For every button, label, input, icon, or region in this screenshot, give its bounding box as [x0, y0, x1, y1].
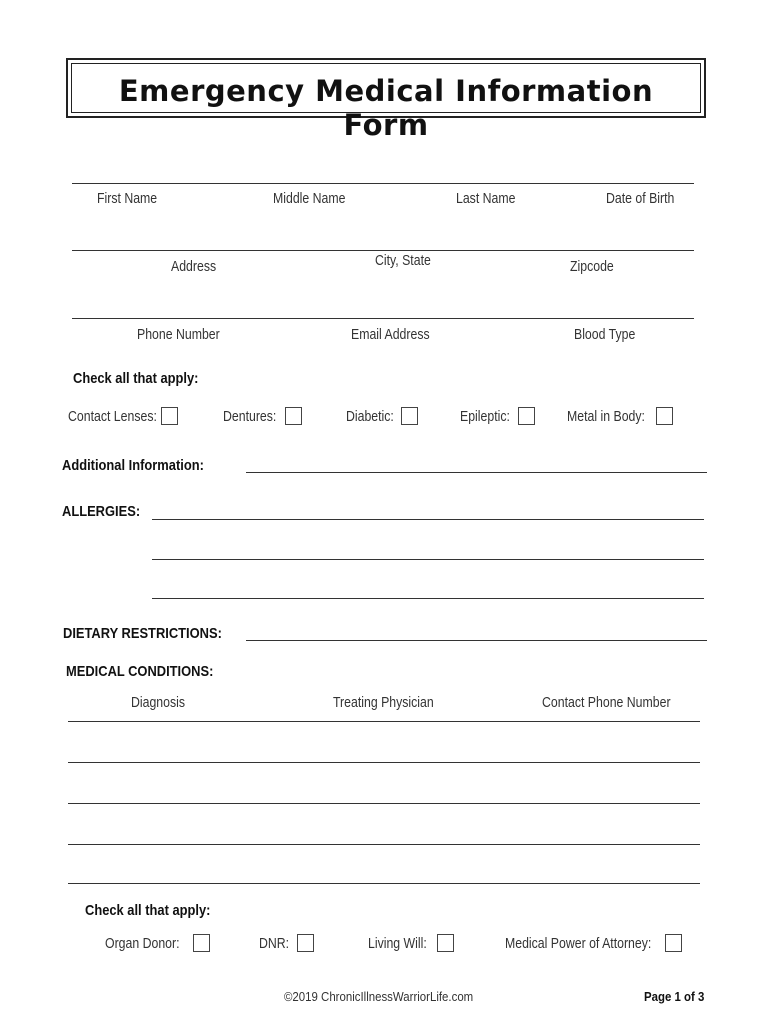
medical-poa-label: Medical Power of Attorney: — [505, 935, 652, 952]
physician-column-header: Treating Physician — [333, 694, 434, 711]
diagnosis-column-header: Diagnosis — [131, 694, 186, 711]
epileptic-checkbox[interactable] — [518, 407, 535, 425]
dietary-label: DIETARY RESTRICTIONS: — [63, 625, 222, 642]
last-name-label: Last Name — [456, 190, 516, 207]
page-title: Emergency Medical Information Form — [118, 74, 654, 142]
medical-line-2[interactable] — [68, 762, 700, 763]
organ-donor-label: Organ Donor: — [105, 935, 180, 952]
metal-in-body-label: Metal in Body: — [567, 408, 645, 425]
address-line[interactable] — [72, 250, 694, 251]
city-state-label: City, State — [375, 252, 431, 269]
additional-info-label: Additional Information: — [62, 457, 204, 474]
living-will-label: Living Will: — [368, 935, 427, 952]
dnr-label: DNR: — [259, 935, 290, 952]
page-number: Page 1 of 3 — [644, 989, 705, 1004]
metal-in-body-checkbox[interactable] — [656, 407, 673, 425]
allergies-line-1[interactable] — [152, 519, 704, 520]
title-inner-frame — [71, 63, 701, 142]
first-name-label: First Name — [97, 190, 158, 207]
living-will-checkbox[interactable] — [437, 934, 454, 952]
copyright-footer: ©2019 ChronicIllnessWarriorLife.com — [284, 989, 474, 1004]
medical-line-3[interactable] — [68, 803, 700, 804]
address-label: Address — [171, 258, 217, 275]
organ-donor-checkbox[interactable] — [193, 934, 210, 952]
dentures-checkbox[interactable] — [285, 407, 302, 425]
medical-poa-checkbox[interactable] — [665, 934, 682, 952]
name-line[interactable] — [72, 183, 694, 184]
contact-lenses-checkbox[interactable] — [161, 407, 178, 425]
dob-label: Date of Birth — [606, 190, 675, 207]
contact-phone-column-header: Contact Phone Number — [542, 694, 671, 711]
epileptic-label: Epileptic: — [460, 408, 510, 425]
medical-line-5[interactable] — [68, 883, 700, 884]
dietary-line[interactable] — [246, 640, 707, 641]
contact-line[interactable] — [72, 318, 694, 319]
title-frame — [66, 58, 706, 142]
medical-conditions-heading: MEDICAL CONDITIONS: — [66, 663, 214, 680]
check-heading-2: Check all that apply: — [85, 902, 211, 919]
diabetic-label: Diabetic: — [346, 408, 394, 425]
contact-lenses-label: Contact Lenses: — [68, 408, 157, 425]
check-heading-1: Check all that apply: — [73, 370, 199, 387]
diabetic-checkbox[interactable] — [401, 407, 418, 425]
zipcode-label: Zipcode — [570, 258, 614, 275]
additional-info-line[interactable] — [246, 472, 707, 473]
medical-line-4[interactable] — [68, 844, 700, 845]
middle-name-label: Middle Name — [273, 190, 346, 207]
dentures-label: Dentures: — [223, 408, 277, 425]
allergies-label: ALLERGIES: — [62, 503, 141, 520]
dnr-checkbox[interactable] — [297, 934, 314, 952]
blood-type-label: Blood Type — [574, 326, 636, 343]
medical-line-1[interactable] — [68, 721, 700, 722]
email-label: Email Address — [351, 326, 430, 343]
phone-label: Phone Number — [137, 326, 220, 343]
allergies-line-3[interactable] — [152, 598, 704, 599]
allergies-line-2[interactable] — [152, 559, 704, 560]
